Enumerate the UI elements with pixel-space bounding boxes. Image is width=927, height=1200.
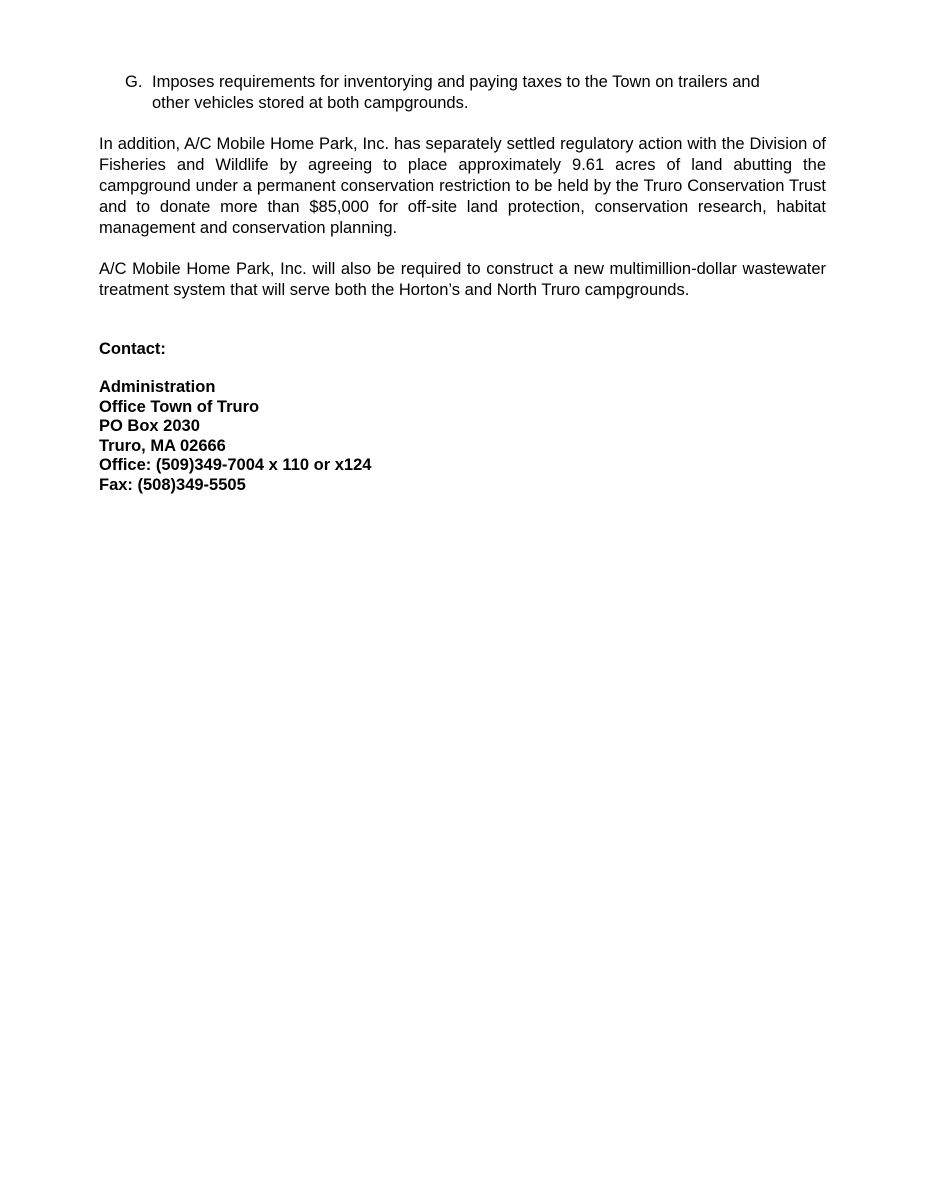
contact-office-phone: Office: (509)349-7004 x 110 or x124 (99, 456, 372, 474)
contact-fax: Fax: (508)349-5505 (99, 475, 246, 494)
contact-office-name: Office Town of Truro (99, 397, 260, 416)
contact-department: Administration (99, 378, 216, 396)
contact-block (99, 378, 826, 495)
contact-city-state-zip: Truro, MA 02666 (99, 436, 226, 455)
paragraph-wastewater: A/C Mobile Home Park, Inc. will also be required to construct a new multimillion-dollar wastewater treatment system that will serve both the Horton’s and North Truro campgrounds. (99, 260, 826, 299)
outline-item-g (125, 72, 785, 114)
contact-heading: Contact: (99, 340, 166, 358)
contact-po-box: PO Box 2030 (99, 417, 200, 435)
outline-item-g-text: Imposes requirements for inventorying and paying taxes to the Town on trailers and other vehicles stored at both campgrounds. (152, 73, 760, 112)
paragraph-settlement: In addition, A/C Mobile Home Park, Inc. has separately settled regulatory action with the Division of Fisheries and Wildlife by agreeing to place approximately 9.61 acres of land abutting the campground under a permanent conservation restriction to be held by the Truro Conservation Trust and to donate more than $85,000 for off-site land protection, conservation research, habitat management and conservation planning. (99, 135, 826, 237)
outline-item-g-marker: G. (125, 73, 143, 91)
